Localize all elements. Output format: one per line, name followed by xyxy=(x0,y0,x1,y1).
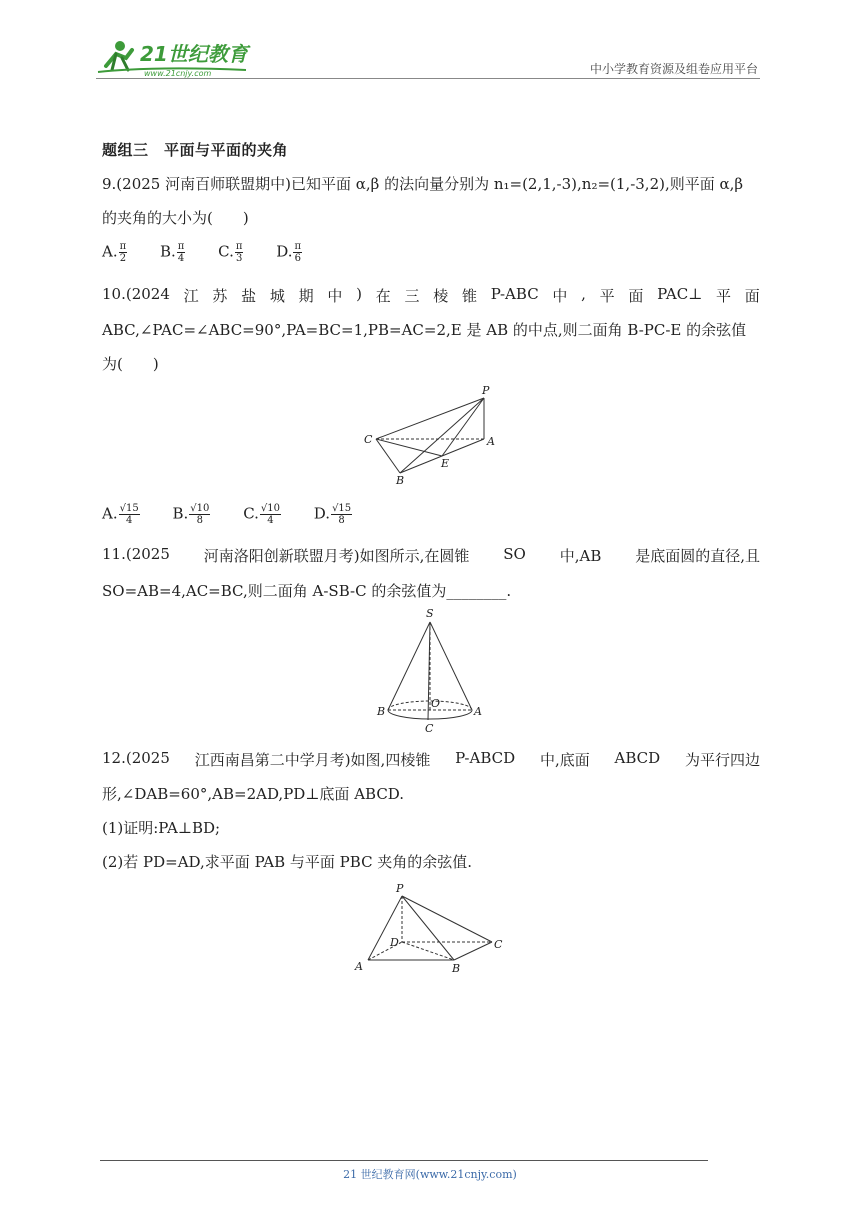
section-title: 题组三 平面与平面的夹角 xyxy=(102,141,289,159)
q12-label-b: B xyxy=(452,962,461,975)
q10-line1-word: P-ABC xyxy=(490,285,539,303)
q9-line1: 9.(2025 河南百师联盟期中)已知平面 α,β 的法向量分别为 n₁=(2,1,-3),n₂=(1,-3,2),则平面 α,β xyxy=(102,175,744,193)
q10-line3: 为( ) xyxy=(102,355,159,373)
q10-line1-word: , xyxy=(581,285,586,303)
logo-text: 21世纪教育 xyxy=(140,42,248,66)
q10-line1-word: PAC⊥ xyxy=(657,285,703,303)
q10-line1-word: 平 xyxy=(599,287,615,305)
q11-line1-word: 中,AB xyxy=(559,547,602,565)
q9-option-c[interactable]: C. $\frac{\pi}{3}$ xyxy=(218,241,243,264)
q12-line1-word: 为平行四边 xyxy=(684,751,760,769)
footer-link[interactable]: 21 世纪教育网(www.21cnjy.com) xyxy=(343,1168,517,1181)
q10-line1-word: 江 xyxy=(183,287,199,305)
q10-line1-word: 在 xyxy=(375,287,391,305)
q12-line2: 形,∠DAB=60°,AB=2AD,PD⊥底面 ABCD. xyxy=(102,785,405,803)
q11-label-s: S xyxy=(426,607,434,620)
q11-line1-word: 是底面圆的直径,且 xyxy=(635,547,760,565)
q11-label-c: C xyxy=(425,722,434,735)
q11-line1 xyxy=(102,545,760,566)
footer-divider xyxy=(100,1160,708,1161)
q11-label-a: A xyxy=(474,705,482,718)
header-divider xyxy=(96,78,760,79)
logo-graphic xyxy=(96,36,256,80)
q11-label-b: B xyxy=(377,705,386,718)
q12-part1: (1)证明:PA⊥BD; xyxy=(102,819,221,837)
q10-line1-word: 苏 xyxy=(212,287,228,305)
q12-figure-pyramid xyxy=(350,880,510,980)
q9-line2: 的夹角的大小为( ) xyxy=(102,209,249,227)
q11-line2: SO=AB=4,AC=BC,则二面角 A-SB-C 的余弦值为________. xyxy=(102,582,512,600)
q10-line1-word: 锥 xyxy=(461,287,477,305)
q10-label-b: B xyxy=(396,474,405,487)
q9-options xyxy=(102,241,330,264)
q10-option-a[interactable]: A. $\frac{√15}{4}$ xyxy=(102,503,139,526)
logo-url: www.21cnjy.com xyxy=(144,69,212,78)
q10-line1-word: ) xyxy=(356,285,362,303)
q11-line1-word: 河南洛阳创新联盟月考)如图所示,在圆锥 xyxy=(203,547,470,565)
q10-option-d[interactable]: D. $\frac{√15}{8}$ xyxy=(313,503,352,526)
q10-line1-word: 三 xyxy=(404,287,420,305)
q12-line1-word: ABCD xyxy=(614,749,661,767)
q10-line1-word: 盐 xyxy=(241,287,257,305)
q10-label-c: C xyxy=(364,433,373,446)
q10-label-p: P xyxy=(482,384,490,397)
q12-label-c: C xyxy=(494,938,503,951)
q12-line1 xyxy=(102,749,760,770)
q10-label-a: A xyxy=(487,435,495,448)
q12-line1-word: 江西南昌第二中学月考)如图,四棱锥 xyxy=(194,751,431,769)
q10-option-c[interactable]: C. $\frac{√10}{4}$ xyxy=(243,503,281,526)
q12-label-d: D xyxy=(390,936,399,949)
q10-line1-word: 中 xyxy=(327,287,343,305)
q10-line1-word: 面 xyxy=(744,287,760,305)
q10-line1-word: 10.(2024 xyxy=(102,285,170,303)
q12-line1-word: 中,底面 xyxy=(539,751,590,769)
q10-line1 xyxy=(102,285,760,306)
q9-option-d[interactable]: D. $\frac{\pi}{6}$ xyxy=(276,241,302,264)
q12-label-p: P xyxy=(396,882,404,895)
q12-part2: (2)若 PD=AD,求平面 PAB 与平面 PBC 夹角的余弦值. xyxy=(102,853,473,871)
q10-line2: ABC,∠PAC=∠ABC=90°,PA=BC=1,PB=AC=2,E 是 AB 的中点,则二面角 B-PC-E 的余弦值 xyxy=(102,321,747,339)
q12-line1-word: 12.(2025 xyxy=(102,749,170,767)
q9-option-b[interactable]: B. $\frac{\pi}{4}$ xyxy=(159,241,185,264)
q10-line1-word: 期 xyxy=(298,287,314,305)
q10-line1-word: 棱 xyxy=(433,287,449,305)
site-tagline: 中小学教育资源及组卷应用平台 xyxy=(589,62,758,76)
q11-line1-word: 11.(2025 xyxy=(102,545,170,563)
q11-figure-cone xyxy=(372,604,488,736)
q10-option-b[interactable]: B. $\frac{√10}{8}$ xyxy=(172,503,210,526)
q10-options xyxy=(102,503,380,526)
q11-line1-word: SO xyxy=(503,545,526,563)
site-logo[interactable] xyxy=(96,36,256,80)
q11-label-o: O xyxy=(431,697,441,710)
q9-option-a[interactable]: A. $\frac{\pi}{2}$ xyxy=(102,241,127,264)
q10-figure-tetrahedron xyxy=(360,383,510,488)
q12-line1-word: P-ABCD xyxy=(455,749,516,767)
q10-line1-word: 中 xyxy=(552,287,568,305)
q10-line1-word: 面 xyxy=(628,287,644,305)
q12-label-a: A xyxy=(355,960,363,973)
q10-line1-word: 平 xyxy=(716,287,732,305)
q10-line1-word: 城 xyxy=(269,287,285,305)
q10-label-e: E xyxy=(441,457,450,470)
